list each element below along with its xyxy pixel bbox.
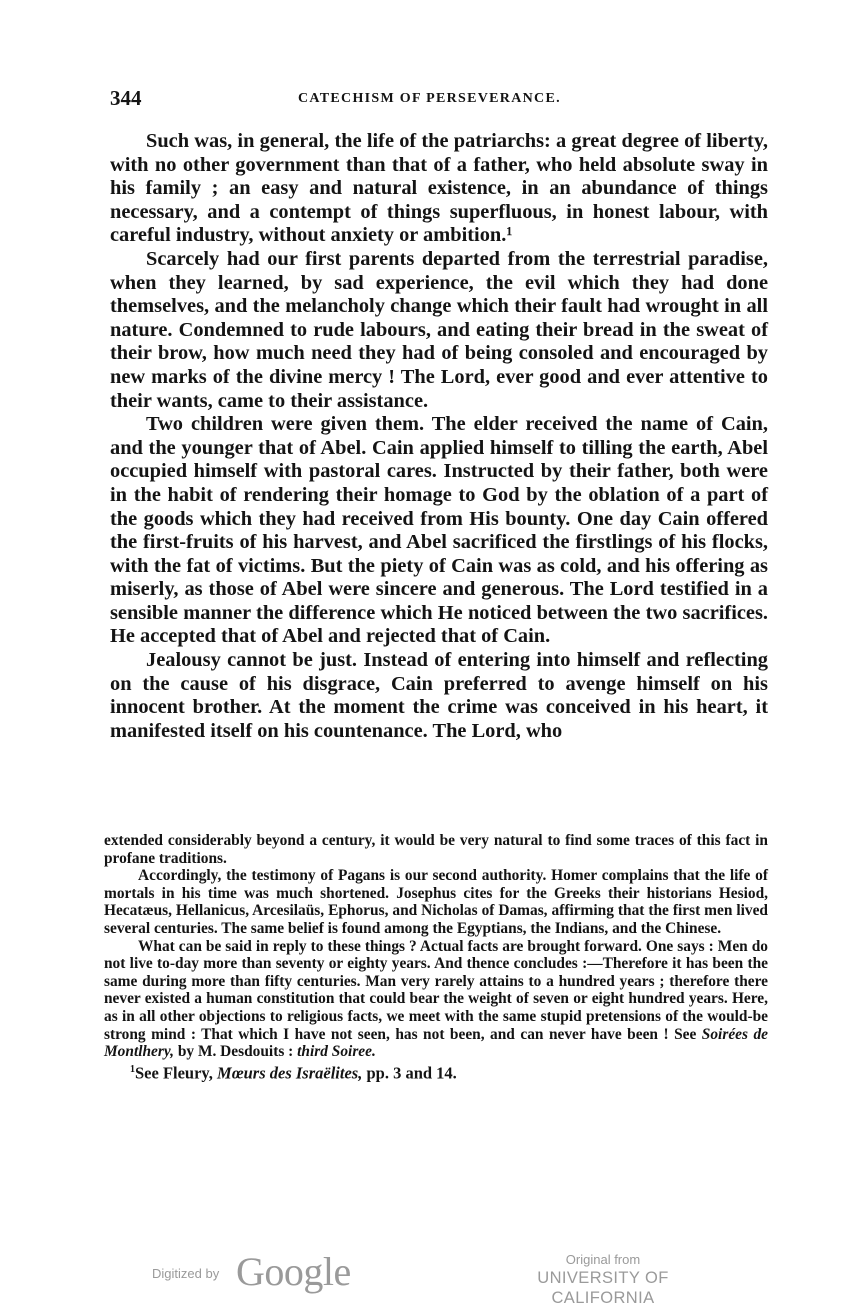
page-number: 344 [110, 86, 142, 110]
main-text [110, 130, 768, 743]
footnote-ref-see: See Fleury, [135, 1063, 213, 1083]
footnote-objections [104, 938, 768, 1061]
footnote-marker: 1 [130, 1063, 135, 1075]
running-title: CATECHISM OF PERSEVERANCE. [298, 91, 561, 106]
paragraph-cain-abel: Two children were given them. The elder received the name of Cain, and the younger that of Abel. Cain applied himself to tilling the earth, Abel occupied himself with pastoral cares. Instructed by their father, both were in the habit of rendering their homage to God by the oblation of a part of the goods which they had received from His bounty. One day Cain offered the first-fruits of his harvest, and Abel sacrificed the firstlings of his flocks, with the fat of victims. But the piety of Cain was as cold, and his offering as miserly, as those of Abel were sincere and generous. The Lord testified in a sensible manner the difference which He noticed between the two sacrifices. He accepted that of Abel and rejected that of Cain. [110, 413, 768, 648]
footnote-work-title: Soirées de Montlhery, [104, 1025, 768, 1061]
paragraph-jealousy: Jealousy cannot be just. Instead of entering into himself and reflecting on the cause of his disgrace, Cain preferred to avenge himself on his innocent brother. At the moment the crime was conceived in his heart, it manifested itself on his countenance. The Lord, who [110, 649, 768, 742]
footnote-continuation: extended considerably beyond a century, it would be very natural to find some traces of this fact in profane traditions. [104, 832, 768, 867]
paragraph-first-parents: Scarcely had our first parents departed from the terrestrial paradise, when they learned, by sad experience, the evil which they had done themselves, and the melancholy change which their fault had wrought in all nature. Condemned to rude labours, and eating their bread in the sweat of their brow, how much need they had of being consoled and encouraged by new marks of the divine mercy ! The Lord, ever good and ever attentive to their wants, came to their assistance. [110, 247, 768, 412]
digitized-label: Digitized by [152, 1266, 220, 1281]
footnote-ref-pages: pp. 3 and 14. [366, 1063, 457, 1083]
footnote-reference [104, 1061, 768, 1082]
footnote-author: by M. Desdouits : [177, 1043, 294, 1061]
original-source [488, 1252, 718, 1308]
footnote-ref-work: Mœurs des Israëlites, [217, 1063, 363, 1083]
paragraph-patriarchs: Such was, in general, the life of the patriarchs: a great degree of liberty, with no other government than that of a father, who held absolute sway in his family ; an easy and natural existence, in an abundance of things necessary, and a contempt of things superfluous, in honest labour, with careful industry, without anxiety or ambition.¹ [110, 130, 768, 247]
footnotes [104, 832, 768, 1082]
footnote-soiree: third Soiree. [297, 1043, 376, 1061]
footnote-pagan-testimony: Accordingly, the testimony of Pagans is our second authority. Homer complains that the life of mortals in his time was much shortened. Josephus cites for the Greeks their historians Hesiod, Hecatæus, Hellanicus, Arcesilaüs, Ephorus, and Nicholas of Damas, affirming that the first men lived several centuries. The same belief is found among the Egyptians, the Indians, and the Chinese. [104, 867, 768, 937]
page-header [110, 86, 770, 110]
footnote-objections-text: What can be said in reply to these things ? Actual facts are brought forward. One says : Men do not live to-day more than seventy or eighty years. And thence concludes :—Therefore it has been the same during more than fifty centuries. Man very rarely attains to a hundred years ; therefore there never existed a human constitution that could bear the weight of seven or eight hundred years. Here, as in all other objections to religious facts, we meet with the same stupid pretensions of the would-be strong mind : That which I have not seen, has not been, and can never have been ! See [104, 937, 768, 1043]
university-label: UNIVERSITY OF CALIFORNIA [537, 1269, 669, 1307]
original-from-label: Original from [565, 1252, 641, 1267]
google-logo: Google [236, 1249, 351, 1294]
